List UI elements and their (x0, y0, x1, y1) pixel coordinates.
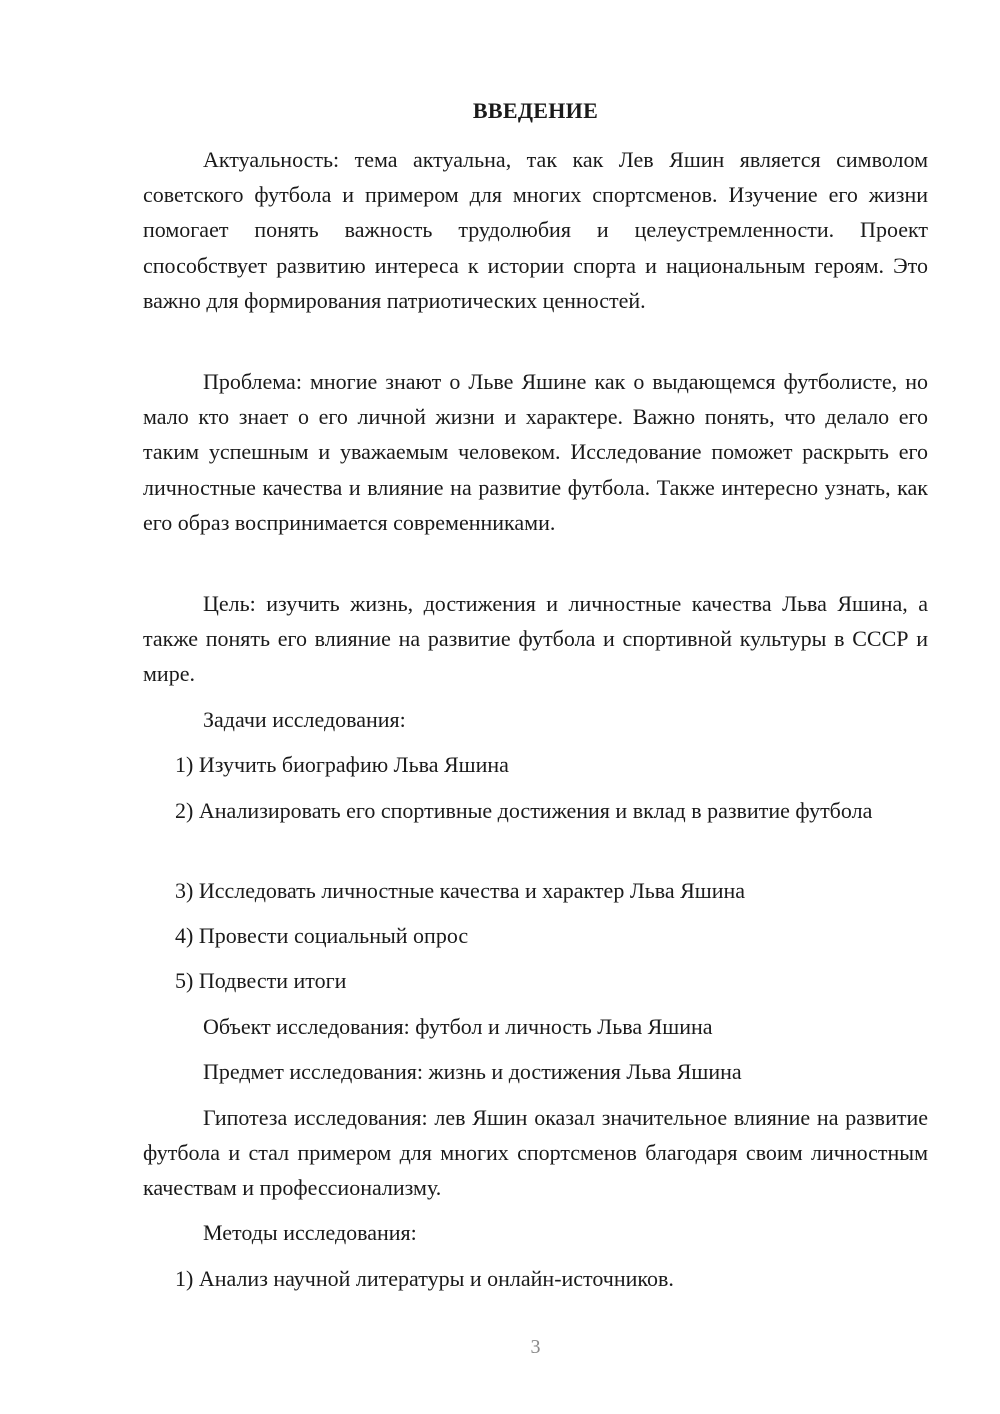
task-item-2: 2) Анализировать его спортивные достижения и вклад в развитие футбола (175, 798, 873, 823)
tasks-heading: Задачи исследования: (203, 707, 406, 732)
task-item-3: 3) Исследовать личностные качества и характер Льва Яшина (175, 878, 746, 903)
methods-heading: Методы исследования: (203, 1220, 417, 1245)
task-item-5: 5) Подвести итоги (175, 968, 347, 993)
method-item-1: 1) Анализ научной литературы и онлайн-источников. (175, 1266, 674, 1291)
page-number: 3 (530, 1336, 541, 1358)
document-page (143, 0, 928, 1414)
task-item-4: 4) Провести социальный опрос (175, 923, 469, 948)
section-heading: ВВЕДЕНИЕ (472, 98, 599, 123)
goal-paragraph: Цель: изучить жизнь, достижения и личностные качества Льва Яшина, а также понять его влияние на развитие футбола и спортивной культуры в СССР и мире. (143, 591, 928, 687)
research-subject: Предмет исследования: жизнь и достижения Льва Яшина (203, 1059, 742, 1084)
research-object: Объект исследования: футбол и личность Льва Яшина (203, 1014, 713, 1039)
task-item-1: 1) Изучить биографию Льва Яшина (175, 752, 509, 777)
relevance-paragraph: Актуальность: тема актуальна, так как Лев Яшин является символом советского футбола и примером для многих спортсменов. Изучение его жизни помогает понять важность трудолюбия и целеустремленности. Проект способствует развитию интереса к истории спорта и национальным героям. Это важно для формирования патриотических ценностей. (143, 147, 928, 313)
hypothesis-paragraph: Гипотеза исследования: лев Яшин оказал значительное влияние на развитие футбола и стал примером для многих спортсменов благодаря своим личностным качествам и профессионализму. (143, 1105, 928, 1201)
problem-paragraph: Проблема: многие знают о Льве Яшине как о выдающемся футболисте, но мало кто знает о его личной жизни и характере. Важно понять, что делало его таким успешным и уважаемым человеком. Исследование поможет раскрыть его личностные качества и влияние на развитие футбола. Также интересно узнать, как его образ воспринимается современниками. (143, 369, 928, 535)
